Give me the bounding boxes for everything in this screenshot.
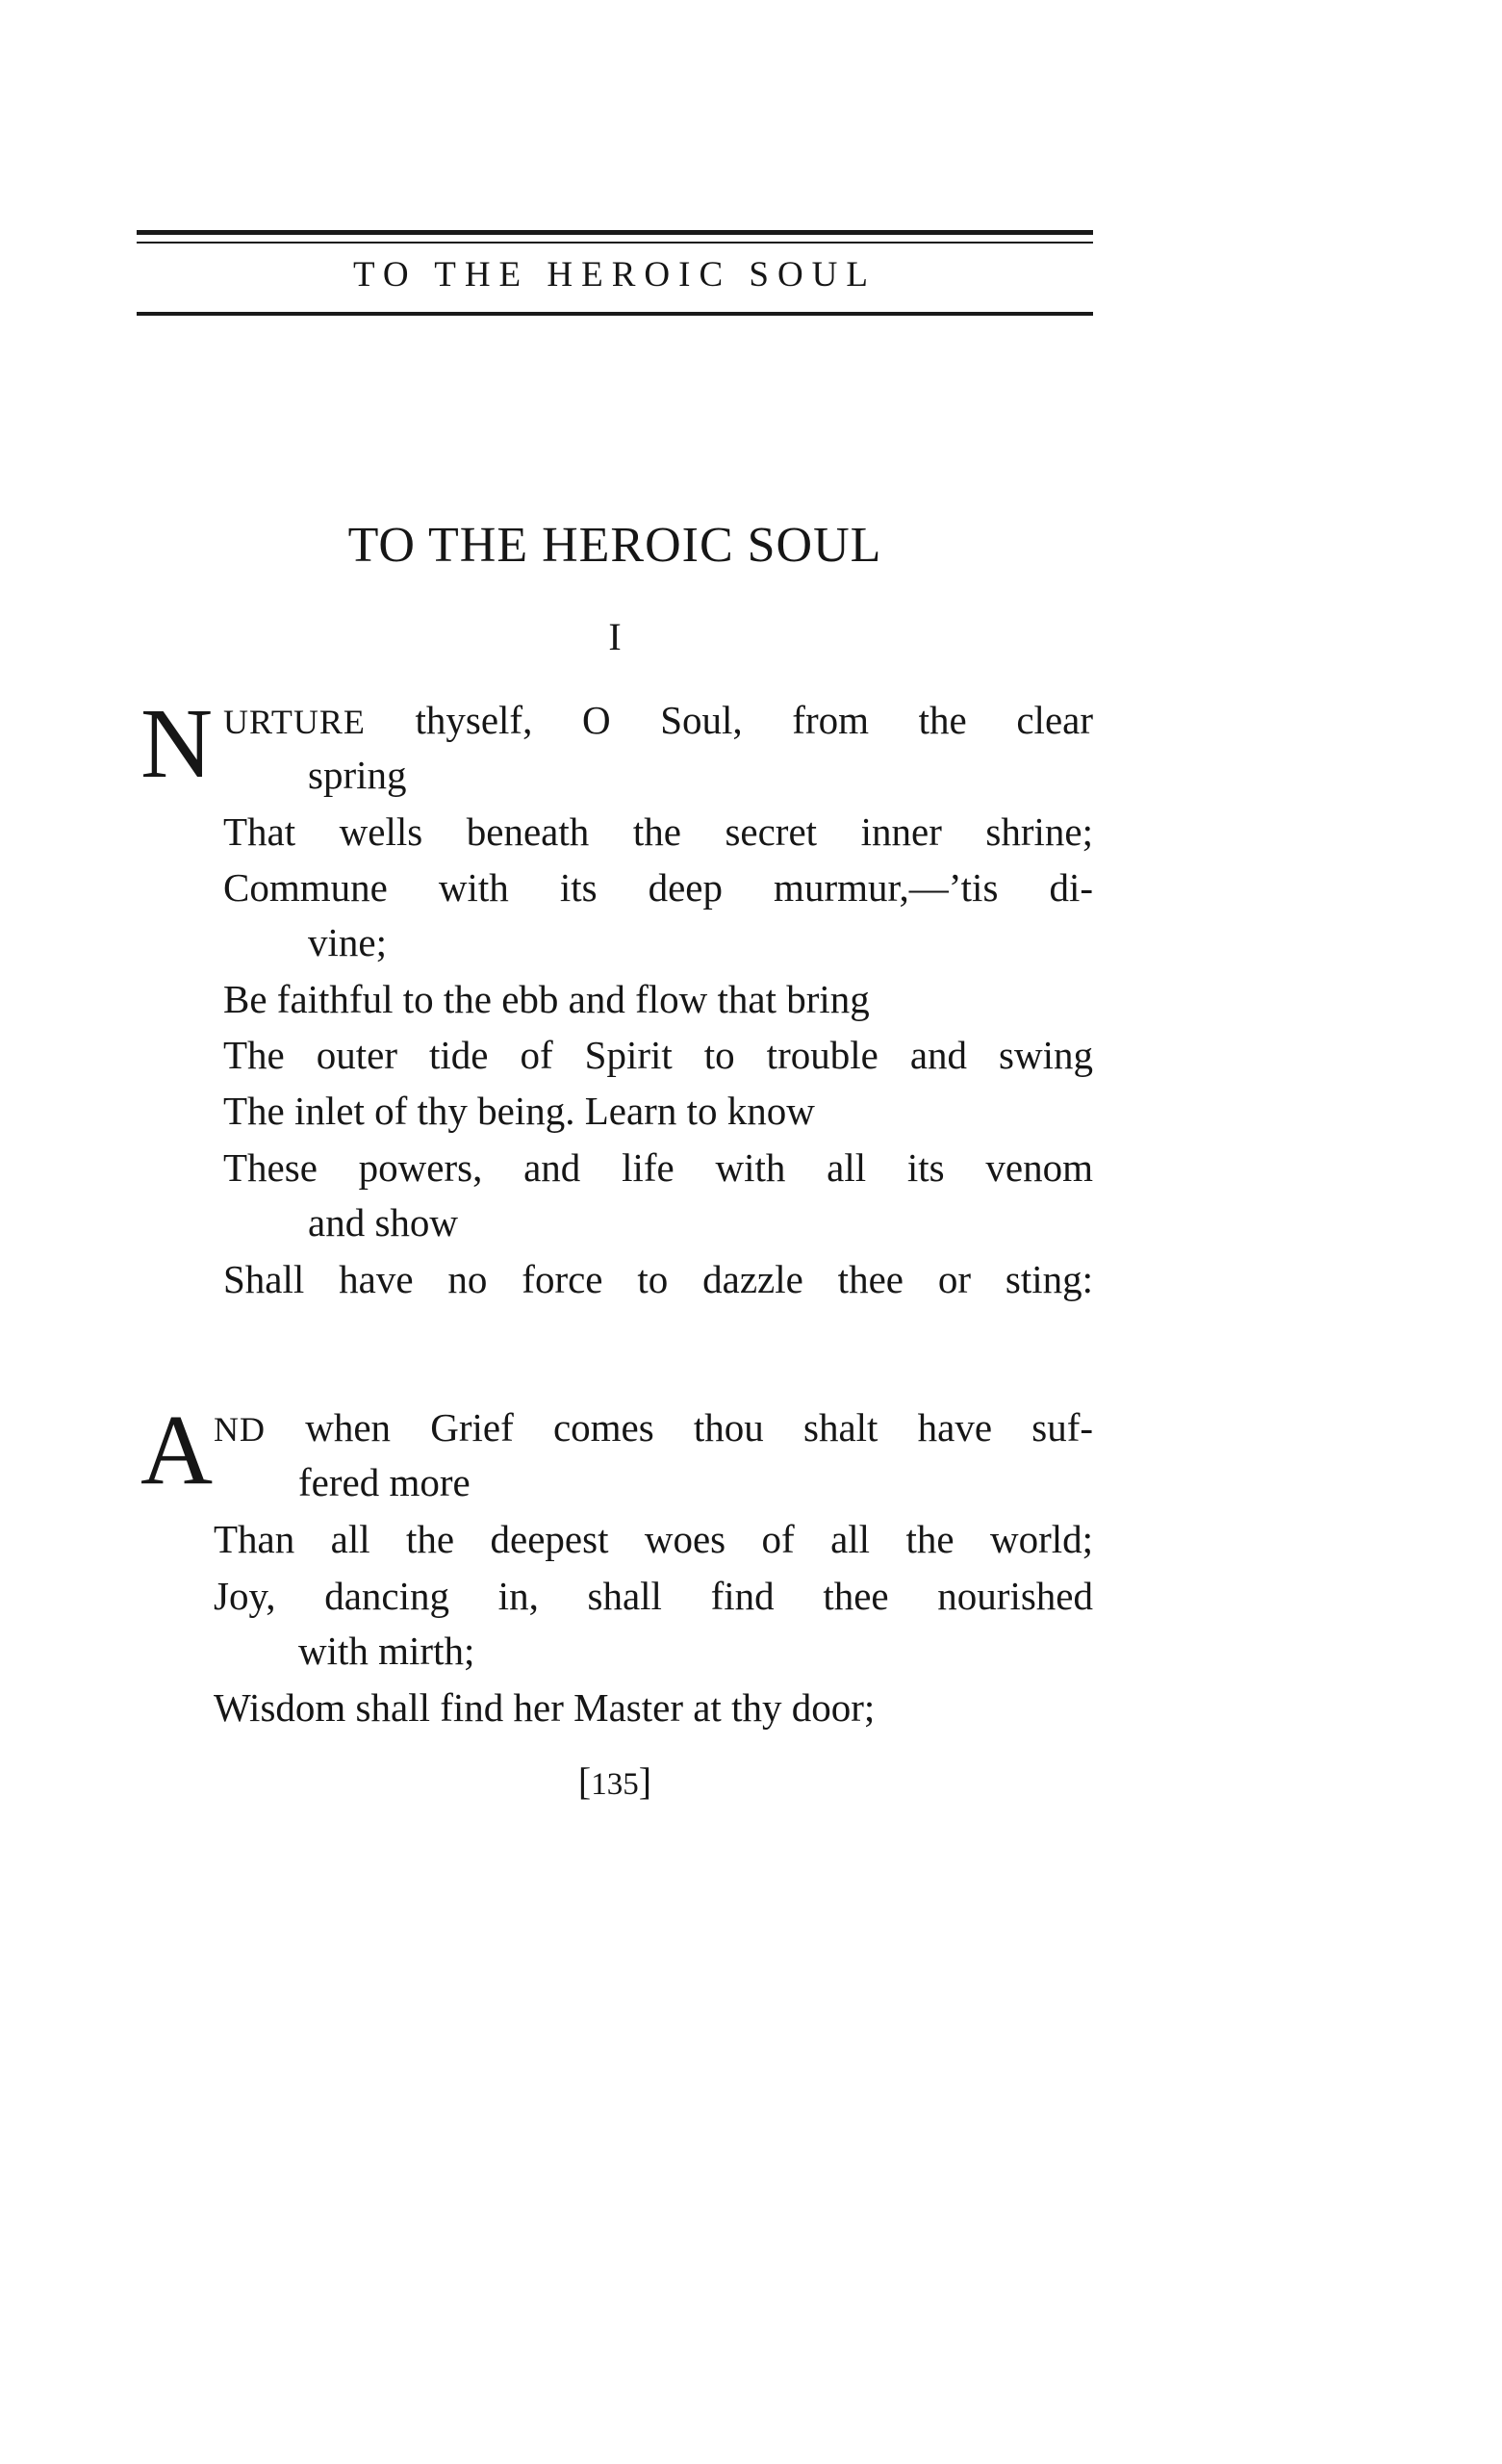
drop-cap: A bbox=[140, 1395, 214, 1505]
poem-line: Be faithful to the ebb and flow that bring bbox=[223, 977, 870, 1021]
poem-title: TO THE HEROIC SOUL bbox=[347, 518, 882, 573]
header-rule-top bbox=[137, 230, 1093, 235]
poem-line bbox=[223, 692, 1093, 750]
line-text: when Grief comes thou shalt have suf- bbox=[305, 1405, 1094, 1450]
poem-line: spring bbox=[308, 753, 407, 797]
poem-line: fered more bbox=[298, 1460, 471, 1504]
poem-line: Joy, dancing in, shall find thee nourished bbox=[214, 1574, 1093, 1618]
poem-line: with mirth; bbox=[298, 1629, 475, 1673]
poem-line: The outer tide of Spirit to trouble and swing bbox=[223, 1033, 1093, 1077]
header-rule-thin bbox=[137, 242, 1093, 244]
poem-line: These powers, and life with all its venom bbox=[223, 1145, 1093, 1190]
drop-cap: N bbox=[140, 688, 214, 799]
header-rule-bottom bbox=[137, 312, 1093, 316]
poem-line: and show bbox=[308, 1200, 459, 1245]
poem-line: vine; bbox=[308, 920, 387, 964]
poem-line: That wells beneath the secret inner shrine; bbox=[223, 809, 1093, 854]
small-caps-word: ND bbox=[214, 1410, 266, 1449]
poem-line: Than all the deepest woes of all the world; bbox=[214, 1517, 1093, 1561]
poem-line: The inlet of thy being. Learn to know bbox=[223, 1089, 815, 1133]
running-head: TO THE HEROIC SOUL bbox=[353, 255, 877, 295]
bracket-close: ] bbox=[638, 1759, 652, 1803]
small-caps-word: URTURE bbox=[223, 703, 366, 741]
line-text: thyself, O Soul, from the clear bbox=[415, 698, 1093, 742]
poem-line: Wisdom shall find her Master at thy door; bbox=[214, 1685, 876, 1730]
page-number bbox=[137, 1754, 1093, 1812]
poem-line bbox=[214, 1399, 1093, 1457]
bracket-open: [ bbox=[577, 1759, 592, 1803]
poem-line: Shall have no force to dazzle thee or sting: bbox=[223, 1257, 1093, 1301]
poem-line: Commune with its deep murmur,—’tis di- bbox=[223, 865, 1093, 910]
section-number: I bbox=[608, 615, 622, 658]
page-number-value: 135 bbox=[591, 1767, 639, 1802]
